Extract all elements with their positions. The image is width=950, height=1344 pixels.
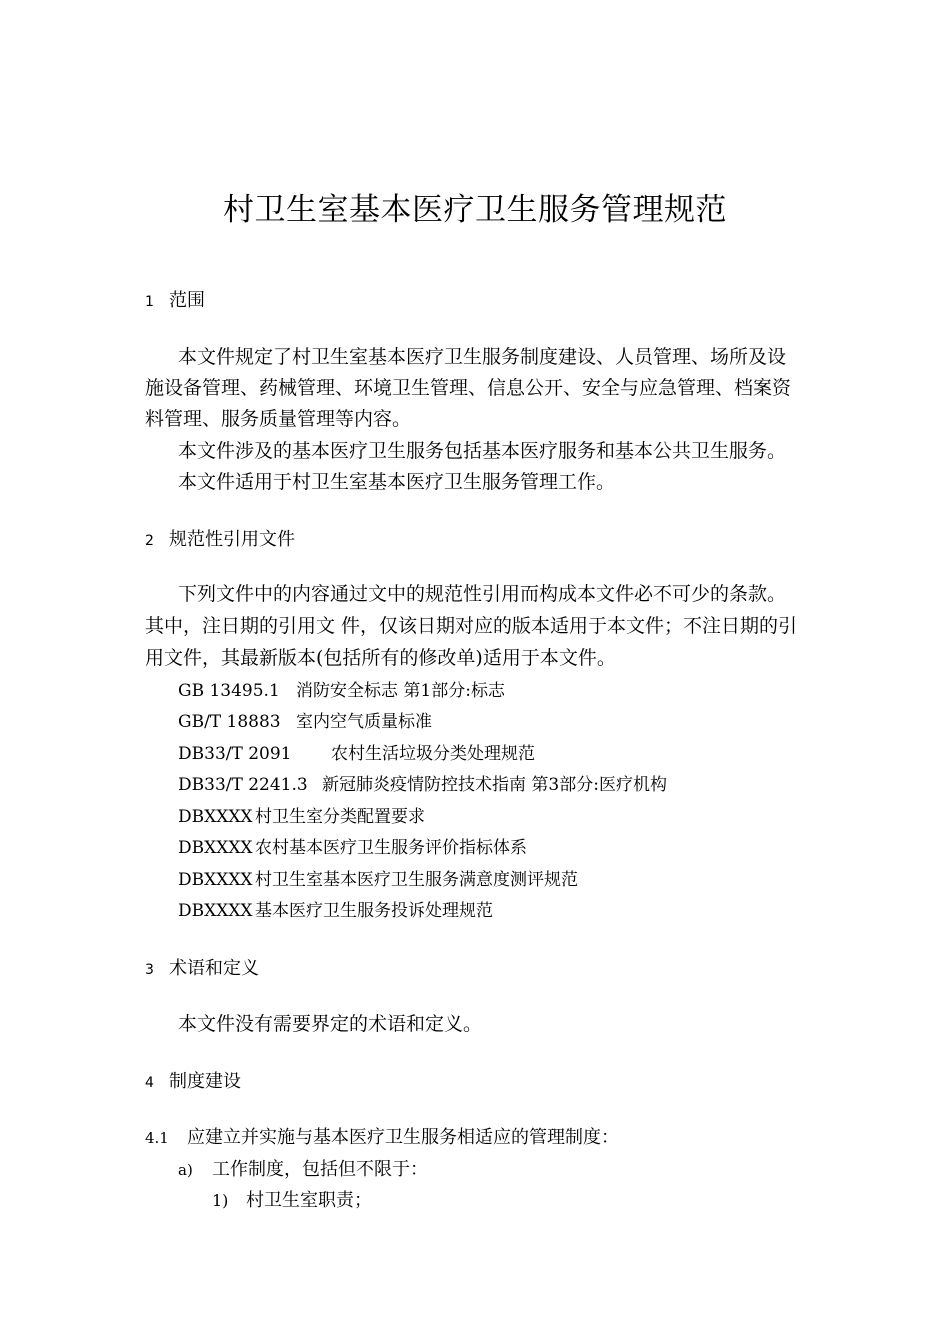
section-2-heading (145, 525, 295, 551)
paragraph-line: 本文件适用于村卫生室基本医疗卫生服务管理工作。 (178, 471, 616, 493)
clause-number: 4.1 (145, 1129, 169, 1147)
paragraph-line: 用文件，其最新版本(包括所有的修改单)适用于本文件。 (145, 647, 616, 669)
reference-item (178, 739, 535, 764)
paragraph-line: 其中，注日期的引用文 件，仅该日期对应的版本适用于本文件；不注日期的引 (145, 615, 798, 637)
reference-item (178, 833, 527, 858)
list-text: 村卫生室职责； (246, 1190, 372, 1211)
reference-code: DBXXXX (178, 901, 253, 921)
list-text: 工作制度，包括但不限于： (212, 1159, 428, 1180)
section-title: 术语和定义 (169, 958, 259, 979)
section-4-heading (145, 1067, 241, 1093)
section-title: 范围 (169, 290, 205, 311)
section-number: 4 (145, 1075, 154, 1091)
reference-code: DB33/T 2091 (178, 744, 292, 764)
reference-name: 室内空气质量标准 (296, 712, 432, 732)
list-marker: 1) (212, 1191, 229, 1210)
paragraph-line: 施设备管理、药械管理、环境卫生管理、信息公开、安全与应急管理、档案资 (145, 377, 792, 399)
clause-4-1 (145, 1123, 619, 1149)
reference-name: 消防安全标志 第1部分:标志 (296, 681, 505, 701)
reference-code: DBXXXX (178, 870, 253, 890)
list-item-1 (212, 1186, 372, 1212)
paragraph-line: 本文件没有需要界定的术语和定义。 (178, 1013, 483, 1035)
reference-code: DBXXXX (178, 838, 253, 858)
reference-name: 村卫生室基本医疗卫生服务满意度测评规范 (255, 870, 578, 890)
section-1-heading (145, 286, 205, 312)
section-title: 制度建设 (169, 1071, 241, 1092)
document-title: 村卫生室基本医疗卫生服务管理规范 (223, 192, 727, 228)
paragraph-line: 本文件规定了村卫生室基本医疗卫生服务制度建设、人员管理、场所及设 (178, 346, 787, 368)
reference-item (178, 802, 425, 827)
reference-name: 农村基本医疗卫生服务评价指标体系 (255, 838, 527, 858)
reference-name: 农村生活垃圾分类处理规范 (331, 744, 535, 764)
section-3-heading (145, 954, 259, 980)
clause-text: 应建立并实施与基本医疗卫生服务相适应的管理制度： (187, 1127, 619, 1148)
reference-item (178, 896, 493, 921)
reference-name: 基本医疗卫生服务投诉处理规范 (255, 901, 493, 921)
reference-name: 新冠肺炎疫情防控技术指南 第3部分:医疗机构 (322, 775, 667, 795)
list-marker: a) (178, 1161, 193, 1179)
paragraph-line: 下列文件中的内容通过文中的规范性引用而构成本文件必不可少的条款。 (178, 583, 787, 605)
paragraph-line: 本文件涉及的基本医疗卫生服务包括基本医疗服务和基本公共卫生服务。 (178, 440, 787, 462)
paragraph-line: 料管理、服务质量管理等内容。 (145, 408, 412, 430)
reference-item (178, 770, 667, 795)
reference-code: GB 13495.1 (178, 681, 280, 701)
reference-code: GB/T 18883 (178, 712, 281, 732)
section-number: 2 (145, 533, 154, 549)
reference-item (178, 865, 578, 890)
reference-item (178, 676, 505, 701)
reference-item (178, 707, 432, 732)
section-number: 3 (145, 962, 154, 978)
section-number: 1 (145, 294, 154, 310)
reference-code: DBXXXX (178, 807, 253, 827)
reference-code: DB33/T 2241.3 (178, 775, 308, 795)
list-item-a (178, 1155, 428, 1181)
reference-name: 村卫生室分类配置要求 (255, 807, 425, 827)
section-title: 规范性引用文件 (169, 529, 295, 550)
